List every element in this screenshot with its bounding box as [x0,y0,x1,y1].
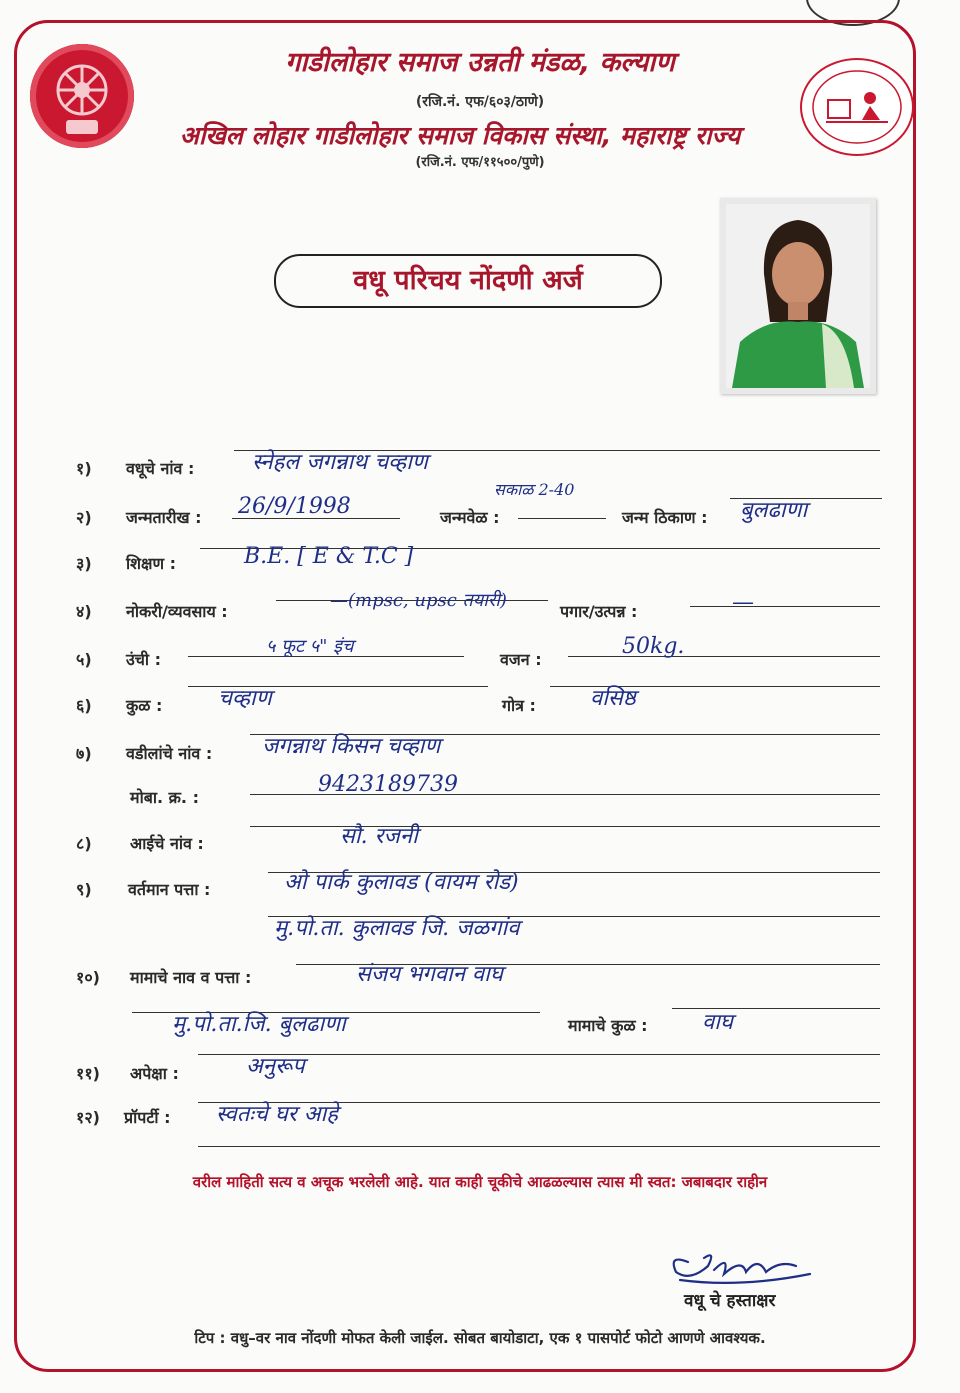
uncle-kul-value[interactable]: वाघ [702,1010,733,1035]
birth-time-line [518,518,606,519]
uncle-value-line-1[interactable]: संजय भगवान वाघ [356,962,503,987]
uncle-label: मामाचे नाव व पत्ता : [130,968,252,987]
father-name-label: वडीलांचे नांव : [126,744,213,763]
bride-signature [660,1236,820,1288]
gotra-label: गोत्र : [502,696,536,715]
field-number: ८) [76,834,92,853]
field-number: १२) [76,1108,100,1127]
field-number: ५) [76,650,92,669]
salary-line [690,606,880,607]
dob-value[interactable]: 26/9/1998 [238,494,351,519]
field-number: ७) [76,744,92,763]
birth-place-value[interactable]: बुलढाणा [740,498,808,523]
expectation-value[interactable]: अनुरूप [246,1054,305,1079]
uncle-value-line-2[interactable]: मु.पो.ता.जि. बुलढाणा [172,1012,346,1037]
field-number: ९) [76,880,92,899]
expectation-label: अपेक्षा : [130,1064,179,1083]
footer-tip: टिप : वधु–वर नाव नोंदणी मोफत केली जाईल. सोबत बायोडाटा, एक १ पासपोर्ट फोटो आणणे आवश्यक. [194,1329,766,1347]
address-value-line-1[interactable]: ओ पार्क कुलावड (वायम रोड) [284,870,519,895]
weight-line [568,656,880,657]
organization-name: गाडीलोहार समाज उन्नती मंडळ, कल्याण [285,47,675,78]
occupation-label: नोकरी/व्यवसाय : [126,602,228,621]
height-label: उंची : [126,650,162,669]
kul-value[interactable]: चव्हाण [218,686,272,711]
bride-name-value[interactable]: स्नेहल जगन्नाथ चव्हाण [252,450,428,475]
height-value[interactable]: ५ फूट ५" इंच [266,636,354,657]
field-number: ६) [76,696,92,715]
field-number: १०) [76,968,100,987]
birth-place-label: जन्म ठिकाण : [622,508,708,527]
field-number: ११) [76,1064,100,1083]
field-number: ३) [76,554,92,573]
birth-time-label: जन्मवेळ : [440,508,500,527]
salary-value[interactable]: — [732,590,754,615]
address-label: वर्तमान पत्ता : [128,880,211,899]
uncle-kul-label: मामाचे कुळ : [568,1016,648,1035]
mobile-value[interactable]: 9423189739 [318,772,458,797]
signature-label: वधू चे हस्ताक्षर [684,1291,776,1311]
field-number: १) [76,459,92,478]
property-line-2 [198,1146,880,1147]
dob-label: जन्मतारीख : [126,508,202,527]
organization-registration: (रजि.नं. एफ/६०३/ठाणे) [415,94,545,110]
address-value-line-2[interactable]: मु.पो.ता. कुलावड जि. जळगांव [274,916,520,941]
federation-name: अखिल लोहार गाडीलोहार समाज विकास संस्था, महाराष्ट्र राज्य [179,121,741,150]
field-number: २) [76,508,92,527]
form-title: वधू परिचय नोंदणी अर्ज [274,254,662,308]
gotra-value[interactable]: वसिष्ठ [590,686,636,711]
education-label: शिक्षण : [126,554,177,573]
passport-photo [720,198,876,394]
federation-registration: (रजि.नं. एफ/११५००/पुणे) [415,155,545,170]
mother-name-value[interactable]: सौ. रजनी [340,824,418,849]
weight-label: वजन : [500,650,542,669]
declaration-text: वरील माहिती सत्य व अचूक भरलेली आहे. यात काही चूकीचे आढळल्यास त्यास मी स्वत: जबाबदार राहीन [192,1173,768,1191]
property-label: प्रॉपर्टी : [124,1108,171,1127]
property-value[interactable]: स्वतःचे घर आहे [216,1102,338,1127]
father-name-value[interactable]: जगन्नाथ किसन चव्हाण [262,734,441,759]
bride-name-label: वधूचे नांव : [126,459,195,478]
mother-name-label: आईचे नांव : [130,834,204,853]
occupation-value[interactable]: —(mpsc, upsc तयारी) [330,590,507,611]
mobile-label: मोबा. क्र. : [130,788,199,807]
salary-label: पगार/उत्पन्न : [560,602,638,621]
kul-label: कुळ : [126,696,163,715]
birth-time-value[interactable]: सकाळ 2-40 [494,480,575,499]
education-value[interactable]: B.E. [ E & T.C ] [244,544,414,569]
weight-value[interactable]: 50kg. [622,634,685,659]
field-number: ४) [76,602,92,621]
